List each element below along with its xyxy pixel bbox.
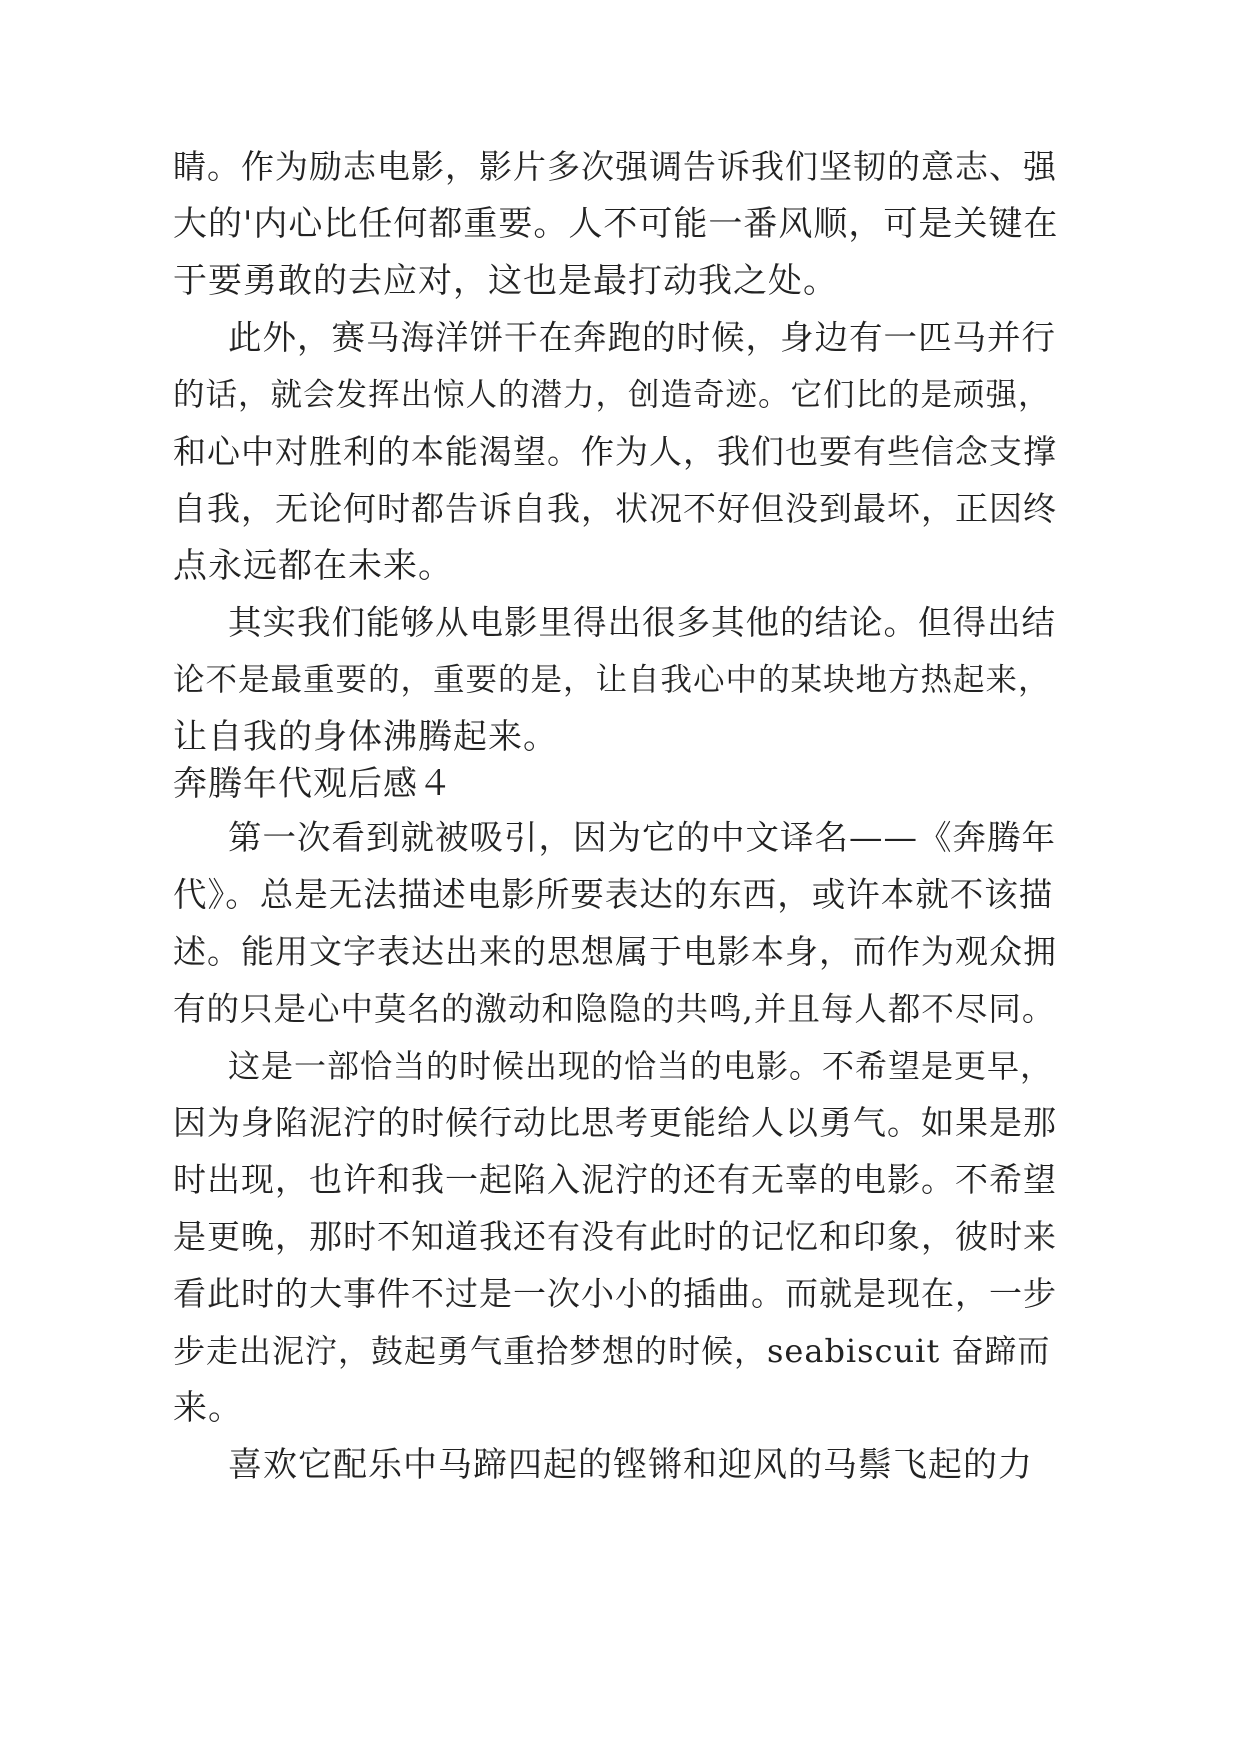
text-line: 述。能用文字表达出来的思想属于电影本身，而作为观众拥 bbox=[173, 932, 1057, 971]
text-line: 点永远都在未来。 bbox=[173, 546, 453, 586]
text-line: 论不是最重要的，重要的是，让自我心中的某块地方热起来， bbox=[173, 662, 1051, 698]
text-line: 第一次看到就被吸引，因为它的中文译名——《奔腾年 bbox=[228, 818, 1056, 857]
text-line: 有的只是心中莫名的激动和隐隐的共鸣,并且每人都不尽同。 bbox=[173, 990, 1056, 1028]
text-line: 步走出泥泞，鼓起勇气重拾梦想的时候，seabiscuit 奋蹄而 bbox=[173, 1332, 1051, 1370]
text-line: 这是一部恰当的时候出现的恰当的电影。不希望是更早， bbox=[228, 1047, 1054, 1085]
text-line: 看此时的大事件不过是一次小小的插曲。而就是现在，一步 bbox=[173, 1274, 1057, 1313]
text-line: 喜欢它配乐中马蹄四起的铿锵和迎风的马鬃飞起的力 bbox=[228, 1445, 1033, 1485]
text-line: 其实我们能够从电影里得出很多其他的结论。但得出结 bbox=[228, 603, 1056, 642]
text-line: 于要勇敢的去应对，这也是最打动我之处。 bbox=[173, 261, 838, 301]
text-line: 代》。总是无法描述电影所要表达的东西，或许本就不该描 bbox=[173, 875, 1054, 914]
text-line: 来。 bbox=[173, 1388, 243, 1428]
text-line: 自我，无论何时都告诉自我，状况不好但没到最坏，正因终 bbox=[173, 489, 1057, 528]
text-line: 是更晚，那时不知道我还有没有此时的记忆和印象，彼时来 bbox=[173, 1217, 1057, 1256]
section-heading: 奔腾年代观后感４ bbox=[173, 764, 453, 804]
text-line: 因为身陷泥泞的时候行动比思考更能给人以勇气。如果是那 bbox=[173, 1103, 1057, 1142]
text-line: 睛。作为励志电影，影片多次强调告诉我们坚韧的意志、强 bbox=[173, 147, 1057, 186]
text-line: 让自我的身体沸腾起来。 bbox=[173, 717, 558, 757]
text-line: 和心中对胜利的本能渴望。作为人，我们也要有些信念支撑 bbox=[173, 432, 1057, 471]
text-line: 大的'内心比任何都重要。人不可能一番风顺，可是关键在 bbox=[173, 204, 1059, 244]
text-line: 此外，赛马海洋饼干在奔跑的时候，身边有一匹马并行 bbox=[228, 318, 1056, 357]
text-line: 的话，就会发挥出惊人的潜力，创造奇迹。它们比的是顽强， bbox=[173, 377, 1051, 413]
text-line: 时出现，也许和我一起陷入泥泞的还有无辜的电影。不希望 bbox=[173, 1160, 1057, 1199]
